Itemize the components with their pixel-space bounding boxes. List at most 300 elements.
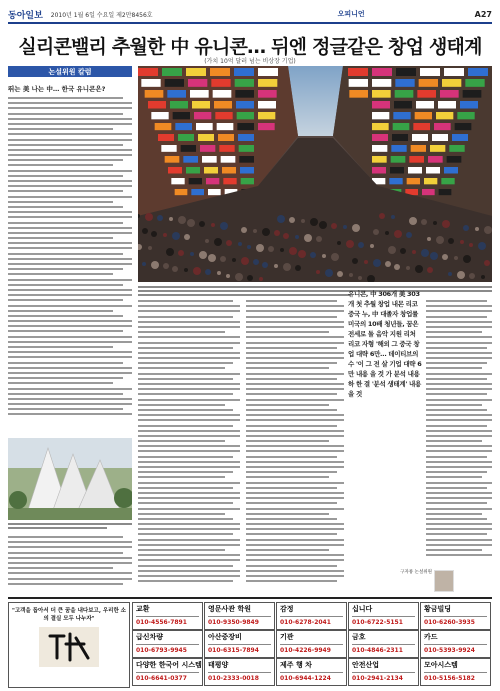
ad-title: 아산중장비	[208, 633, 242, 641]
crowd-person	[262, 262, 268, 268]
crowd-person	[433, 221, 437, 225]
shop-sign	[395, 90, 414, 98]
ad-text-line	[280, 672, 343, 673]
crowd-person	[379, 213, 385, 219]
text-line	[246, 461, 344, 463]
ad-box	[420, 658, 491, 686]
text-line	[8, 572, 132, 574]
text-line	[8, 398, 132, 400]
shop-sign	[372, 145, 387, 152]
text-line	[8, 388, 132, 390]
text-line	[138, 461, 240, 463]
text-line	[8, 336, 132, 338]
crowd-person	[448, 272, 452, 276]
ad-text-line	[352, 616, 415, 617]
text-line	[426, 425, 487, 427]
shop-sign	[204, 167, 218, 174]
crowd-person	[316, 270, 320, 274]
text-line	[138, 456, 233, 458]
text-line	[8, 113, 123, 115]
text-line	[246, 414, 344, 416]
crowd-person	[247, 245, 251, 249]
shop-sign	[417, 90, 436, 98]
masthead	[8, 6, 492, 24]
crowd-person	[178, 250, 184, 256]
text-line	[426, 419, 492, 421]
shop-sign	[444, 68, 464, 76]
text-line	[426, 533, 487, 535]
shop-sign	[455, 123, 472, 130]
crowd-person	[226, 240, 232, 246]
ad-phone: 010-6641-0377	[136, 675, 187, 683]
text-line	[8, 107, 132, 109]
shop-sign	[349, 90, 368, 98]
crowd-person	[151, 231, 157, 237]
text-line	[426, 440, 482, 442]
shop-sign	[181, 145, 196, 152]
shop-sign	[218, 134, 234, 141]
shop-sign	[393, 123, 410, 130]
text-line	[138, 559, 240, 561]
text-line	[8, 356, 132, 358]
crowd-person	[343, 225, 347, 229]
crowd-person	[214, 238, 222, 246]
ad-phone: 010-2941-2134	[352, 675, 403, 683]
crowd-person	[145, 213, 153, 221]
shop-sign	[394, 101, 412, 109]
shop-sign	[165, 156, 180, 163]
shop-sign	[221, 156, 236, 163]
shop-sign	[407, 178, 420, 184]
text-line	[138, 305, 240, 307]
text-line	[246, 502, 337, 504]
middle-text-column-1	[138, 300, 240, 590]
text-line	[246, 373, 344, 375]
building-graphic	[8, 438, 132, 520]
shop-sign	[222, 167, 236, 174]
shop-sign	[430, 145, 445, 152]
crowd-person	[406, 266, 410, 270]
crowd-person	[184, 268, 188, 272]
text-line	[426, 482, 492, 484]
ad-phone: 010-6944-1224	[280, 675, 331, 683]
ad-text-line	[424, 644, 487, 645]
crowd-person	[364, 260, 368, 264]
ad-title: 안전산업	[352, 661, 380, 669]
text-line	[8, 263, 132, 265]
text-line	[8, 185, 132, 187]
ad-title: 금호	[352, 633, 366, 641]
crowd-person	[442, 254, 448, 260]
text-line	[8, 372, 132, 374]
ad-phone: 010-2333-0018	[208, 675, 259, 683]
text-line	[246, 321, 344, 323]
crowd-person	[283, 263, 291, 271]
photo-caption-lines	[138, 286, 492, 296]
author-photo	[434, 570, 454, 592]
ad-box	[204, 602, 275, 630]
crowd-person	[148, 246, 152, 250]
text-line	[8, 552, 123, 554]
ad-title: 감정	[280, 605, 294, 613]
shop-sign	[214, 101, 232, 109]
left-text-column	[8, 82, 132, 434]
shop-sign	[173, 112, 190, 119]
text-line	[426, 466, 492, 468]
crowd-person	[241, 227, 247, 233]
crowd-person	[172, 266, 178, 272]
crowd-person	[205, 239, 209, 243]
text-line	[426, 508, 492, 510]
crowd-person	[259, 277, 263, 281]
shop-sign	[239, 145, 254, 152]
text-line	[426, 383, 492, 385]
shop-sign	[240, 167, 254, 174]
crowd-person	[469, 243, 473, 247]
shop-sign	[393, 112, 410, 119]
crowd-person	[157, 215, 163, 221]
shop-sign	[234, 68, 254, 76]
text-line	[8, 330, 123, 332]
crowd-person	[463, 225, 469, 231]
text-line	[8, 175, 123, 177]
ad-box	[348, 658, 419, 686]
shop-sign	[428, 156, 443, 163]
text-line	[426, 310, 492, 312]
headline: 실리콘밸리 추월한 中 유니콘… 뒤엔 정글같은 창업 생태계	[18, 36, 482, 58]
text-line	[426, 549, 482, 551]
text-line	[426, 513, 482, 515]
text-line	[8, 190, 123, 192]
shop-sign	[258, 90, 277, 98]
text-line	[426, 367, 482, 369]
ad-box	[348, 602, 419, 630]
text-line	[138, 565, 233, 567]
shop-sign	[161, 145, 176, 152]
byline: 구자룡 논설위원	[400, 570, 432, 575]
text-line	[246, 575, 344, 577]
ad-title: 태평양	[208, 661, 229, 669]
shop-sign	[465, 79, 484, 87]
text-line	[8, 351, 132, 353]
text-line	[138, 409, 233, 411]
crowd-person	[478, 242, 486, 250]
shop-sign	[258, 101, 276, 109]
text-line	[246, 367, 329, 369]
text-line	[8, 133, 132, 135]
newspaper-logo: 동아일보	[8, 10, 43, 21]
crowd-person	[457, 271, 465, 279]
text-line	[138, 357, 240, 359]
shop-sign	[175, 123, 192, 130]
shop-sign	[390, 167, 404, 174]
text-line	[138, 362, 233, 364]
text-line	[8, 273, 113, 275]
text-line	[246, 310, 344, 312]
shop-sign	[198, 134, 214, 141]
crowd-person	[217, 271, 221, 275]
shop-sign	[442, 79, 461, 87]
shop-sign	[138, 68, 158, 76]
crowd-person	[289, 247, 297, 255]
shop-sign	[215, 112, 232, 119]
text-line	[426, 378, 487, 380]
text-line	[246, 549, 329, 551]
text-line	[8, 211, 132, 213]
ad-text-line	[208, 672, 271, 673]
shop-sign	[188, 79, 207, 87]
text-line	[8, 408, 123, 410]
calligraphy-image	[39, 627, 99, 667]
text-line	[8, 325, 132, 327]
shop-sign	[208, 189, 221, 195]
ad-phone: 010-9350-9849	[208, 619, 259, 627]
crowd-person	[385, 231, 389, 235]
ad-text-line	[208, 616, 271, 617]
text-line	[426, 471, 487, 473]
shop-sign	[196, 123, 213, 130]
text-line	[246, 336, 344, 338]
text-line	[426, 357, 492, 359]
shop-sign	[217, 123, 234, 130]
text-line	[246, 580, 337, 582]
text-line	[8, 320, 132, 322]
crowd-person	[163, 263, 169, 269]
shop-sign	[145, 90, 164, 98]
text-line	[426, 326, 492, 328]
crowd-person	[253, 259, 259, 265]
text-line	[426, 388, 492, 390]
crowd-person	[331, 253, 339, 261]
crowd-person	[391, 215, 395, 219]
shop-sign	[168, 167, 182, 174]
crowd-person	[190, 252, 194, 256]
ad-title: 황금빌딩	[424, 605, 452, 613]
ad-phone: 010-6793-9945	[136, 647, 187, 655]
shop-sign	[372, 79, 391, 87]
crowd-person	[256, 244, 264, 252]
crowd-person	[316, 236, 322, 242]
crowd-person	[385, 261, 391, 267]
crowd-person	[484, 226, 492, 234]
text-line	[8, 216, 132, 218]
ad-box	[132, 630, 203, 658]
crowd-person	[310, 218, 318, 226]
text-line	[246, 456, 337, 458]
text-line	[8, 159, 123, 161]
text-line	[8, 299, 123, 301]
text-line	[246, 383, 344, 385]
text-line	[8, 557, 132, 559]
crowd-person	[238, 242, 242, 246]
text-line	[426, 450, 492, 452]
shop-sign	[422, 189, 435, 195]
crowd-person	[454, 256, 458, 260]
text-line	[8, 562, 132, 564]
crowd-person	[442, 220, 450, 228]
shop-sign	[372, 167, 386, 174]
ad-text-line	[136, 644, 199, 645]
crowd-person	[232, 258, 236, 262]
shop-sign	[460, 101, 478, 109]
text-line	[138, 399, 240, 401]
text-line	[8, 536, 123, 538]
shop-sign	[183, 156, 198, 163]
text-line	[138, 347, 233, 349]
text-line	[426, 554, 492, 556]
shop-sign	[213, 90, 232, 98]
text-line	[246, 487, 337, 489]
text-line	[138, 450, 240, 452]
shop-sign	[424, 178, 437, 184]
shop-sign	[372, 101, 390, 109]
ad-phone: 010-4556-7891	[136, 619, 187, 627]
shop-sign	[210, 68, 230, 76]
text-line	[246, 399, 344, 401]
crowd-person	[370, 244, 374, 248]
text-line	[426, 336, 492, 338]
calligraphy-icon	[44, 630, 94, 664]
ad-box	[204, 658, 275, 686]
text-line	[8, 258, 132, 260]
shop-sign	[237, 112, 254, 119]
shop-sign	[194, 112, 211, 119]
ad-phone: 010-4846-2311	[352, 647, 403, 655]
crowd-person	[301, 219, 305, 223]
ad-box	[276, 630, 347, 658]
crowd-person	[460, 240, 464, 244]
text-line	[138, 528, 240, 530]
text-line	[246, 466, 344, 468]
ad-phone: 010-6722-5151	[352, 619, 403, 627]
shop-sign	[420, 68, 440, 76]
question-heading: 뛰는 美 나는 中… 한국 유니콘은?	[8, 85, 106, 93]
ad-box	[276, 602, 347, 630]
shop-sign	[372, 123, 389, 130]
ad-notice	[8, 602, 130, 688]
crowd-person	[283, 233, 289, 239]
shop-sign	[186, 167, 200, 174]
shop-sign	[175, 189, 188, 195]
ad-phone: 010-5156-5182	[424, 675, 475, 683]
photo-graphic	[138, 66, 492, 282]
shop-sign	[372, 134, 388, 141]
text-line	[138, 580, 233, 582]
shop-sign	[432, 134, 448, 141]
crowd-person	[319, 221, 327, 229]
ad-title: 카드	[424, 633, 438, 641]
crowd-person	[421, 249, 429, 257]
crowd-person	[373, 229, 379, 235]
text-line	[246, 409, 337, 411]
shop-sign	[178, 134, 194, 141]
text-line	[246, 445, 344, 447]
shop-sign	[440, 90, 459, 98]
building-photo	[8, 438, 132, 520]
shop-sign	[202, 156, 217, 163]
shop-sign	[348, 68, 368, 76]
shop-sign	[413, 123, 430, 130]
ad-phone: 010-6260-3935	[424, 619, 475, 627]
text-line	[8, 222, 123, 224]
crowd-person	[280, 248, 284, 252]
crowd-person	[151, 261, 159, 269]
crowd-person	[142, 228, 148, 234]
text-line	[138, 373, 240, 375]
shop-sign	[389, 178, 402, 184]
text-line	[8, 377, 123, 379]
crowd-person	[358, 242, 364, 248]
text-line	[8, 289, 132, 291]
text-line	[426, 331, 482, 333]
crowd-person	[469, 273, 475, 279]
ad-phone: 010-6278-2041	[280, 619, 331, 627]
text-line	[138, 388, 240, 390]
text-line	[426, 518, 487, 520]
shop-sign	[191, 189, 204, 195]
shop-sign	[419, 79, 438, 87]
text-line	[246, 559, 344, 561]
text-line	[138, 425, 233, 427]
crowd-person	[352, 224, 360, 232]
crowd-person	[241, 257, 249, 265]
text-line	[426, 523, 492, 525]
text-line	[246, 326, 344, 328]
shop-sign	[206, 178, 219, 184]
text-line	[138, 544, 240, 546]
ad-text-line	[424, 672, 487, 673]
shop-sign	[372, 156, 387, 163]
crowd-person	[421, 219, 427, 225]
text-line	[426, 409, 487, 411]
text-line	[8, 128, 113, 130]
ad-phone: 010-4226-9949	[280, 647, 331, 655]
text-line	[246, 347, 337, 349]
shop-sign	[151, 112, 168, 119]
text-line	[426, 476, 482, 478]
text-line	[8, 367, 132, 369]
shop-sign	[236, 101, 254, 109]
crowd-person	[358, 276, 362, 280]
text-line	[138, 476, 225, 478]
text-line	[426, 414, 492, 416]
text-line	[138, 316, 233, 318]
text-line	[8, 268, 123, 270]
shop-sign	[463, 90, 482, 98]
text-line	[246, 482, 344, 484]
shop-sign	[141, 79, 160, 87]
text-line	[246, 425, 337, 427]
shop-sign	[468, 68, 488, 76]
shop-sign	[170, 101, 188, 109]
shop-sign	[158, 134, 174, 141]
text-line	[8, 154, 132, 156]
text-line	[426, 316, 487, 318]
crowd-person	[262, 228, 270, 236]
shop-sign	[449, 145, 464, 152]
crowd-person	[289, 217, 295, 223]
text-line	[246, 393, 337, 395]
crowd-person	[475, 227, 479, 231]
text-line	[138, 466, 240, 468]
text-line	[138, 378, 233, 380]
crowd-person	[427, 237, 431, 241]
shop-sign	[391, 145, 406, 152]
crowd-person	[274, 230, 280, 236]
text-line	[246, 316, 337, 318]
text-line	[246, 342, 344, 344]
text-line	[246, 440, 329, 442]
